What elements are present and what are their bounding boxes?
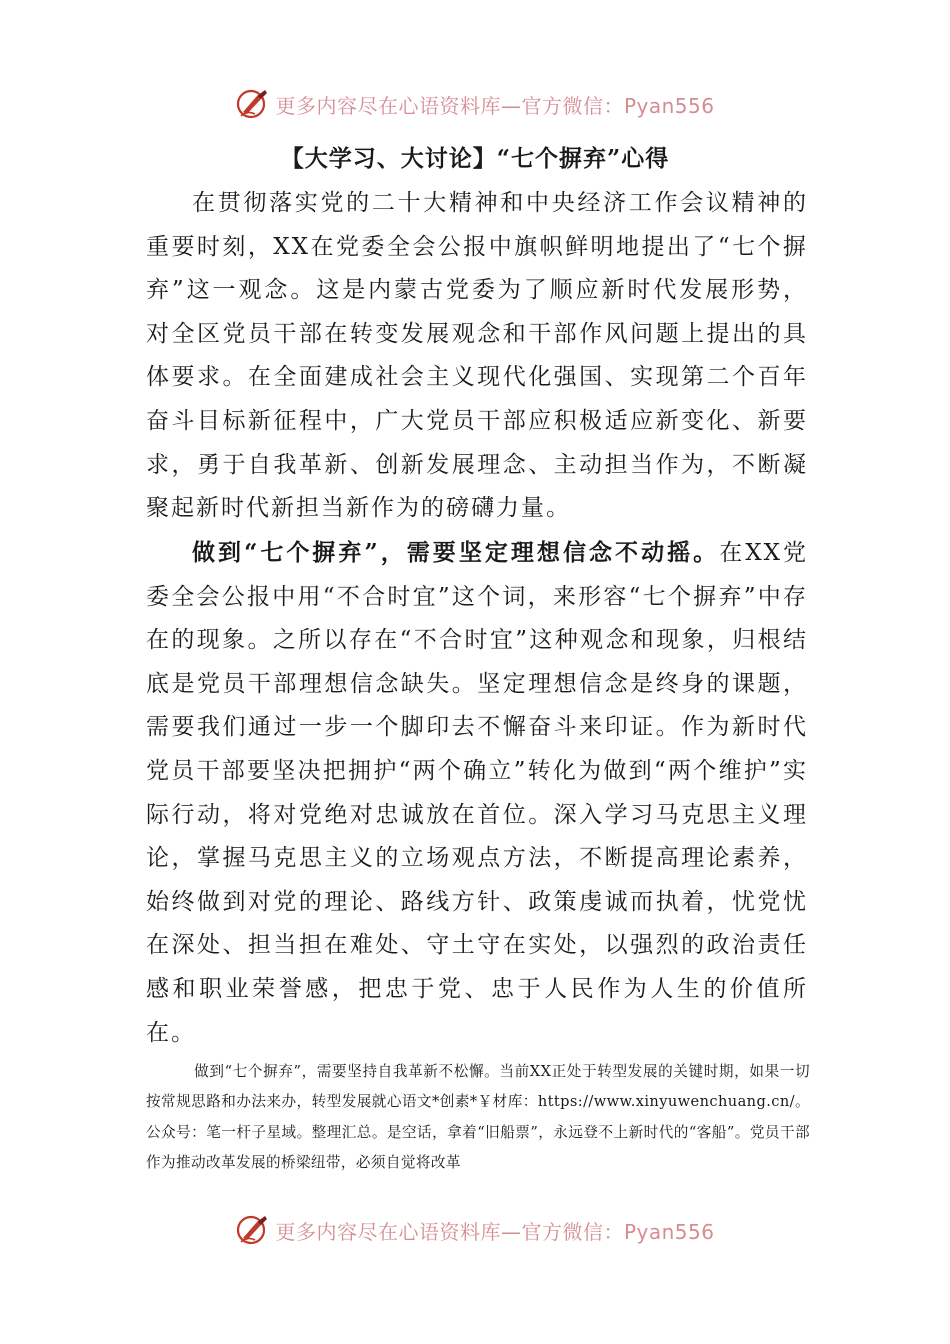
paragraph-2-lead: 做到“七个摒弃”，需要坚定理想信念不动摇。 [192,539,720,566]
pen-logo-icon [235,86,271,122]
footer-banner-text: 更多内容尽在心语资料库—官方微信：Pyan556 [275,1219,715,1244]
paragraph-2-body: 在XX党委全会公报中用“不合时宜”这个词，来形容“七个摒弃”中存在的现象。之所以存在“不合时宜”这种观念和现象，归根结底是党员干部理想信念缺失。坚定理想信念是终身的课题，需要我们通过一步一个脚印去不懈奋斗来印证。作为新时代党员干部要坚决把拥护“两个确立”转化为做到“两个维护”实际行动，将对党绝对忠诚放在首位。深入学习马克思主义理论，掌握马克思主义的立场观点方法，不断提高理论素养，始终做到对党的理论、路线方针、政策虔诚而执着，忧党忧在深处、担当担在难处、守土守在实处，以强烈的政治责任感和职业荣誉感，把忠于党、忠于人民作为人生的价值所在。 [146,540,809,1046]
paragraph-3-text: 做到“七个摒弃”，需要坚持自我革新不松懈。当前XX正处于转型发展的关键时期，如果一切按常规思路和办法来办，转型发展就心语文*创素*￥材库：https://www.xinyuwenchuang.cn/。公众号：笔一杆子星域。整理汇总。是空话，拿着“旧船票”，永远登不上新时代的“客船”。党员干部作为推动改革发展的桥梁纽带，必须自觉将改革 [146,1063,810,1172]
paragraph-2 [146,531,808,1055]
paragraph-1-text: 在贯彻落实党的二十大精神和中央经济工作会议精神的重要时刻，XX在党委全会公报中旗帜鲜明地提出了“七个摒弃”这一观念。这是内蒙古党委为了顺应新时代发展形势，对全区党员干部在转变发展观念和干部作风问题上提出的具体要求。在全面建成社会主义现代化强国、实现第二个百年奋斗目标新征程中，广大党员干部应积极适应新变化、新要求，勇于自我革新、创新发展理念、主动担当作为，不断凝聚起新时代新担当新作为的磅礴力量。 [146,190,808,522]
header-banner [0,84,950,124]
header-banner-text: 更多内容尽在心语资料库—官方微信：Pyan556 [275,93,715,118]
paragraph-3 [146,1057,810,1179]
document-title: 【大学习、大讨论】“七个摒弃”心得 [280,145,670,172]
pen-logo-icon [235,1212,271,1248]
footer-banner [0,1210,950,1250]
paragraph-2-text [146,531,808,1055]
paragraph-1 [146,182,808,531]
